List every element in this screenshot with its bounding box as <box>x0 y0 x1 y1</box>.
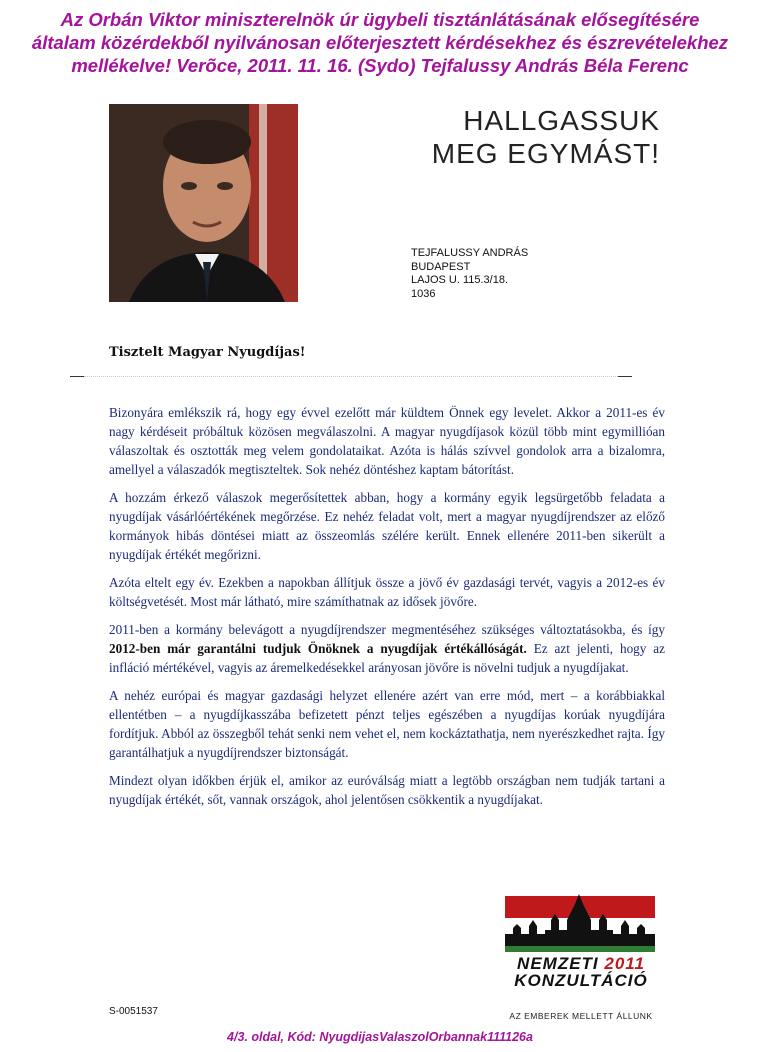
address-zip: 1036 <box>411 287 436 300</box>
paragraph-4-end: Ez azt jelenti, hogy az infláció mértékével, vagyis az áremelkedésekkel arányosan jövőre is növelni tudjuk a nyugdíjakat. <box>109 641 665 675</box>
parliament-skyline-icon <box>505 890 655 952</box>
logo-word-nemzeti: NEMZETI <box>517 954 599 973</box>
paragraph-6: Mindezt olyan időkben érjük el, amikor az euróválság miatt a legtöbb országban nem tudják tartani a nyugdíjak értékét, sőt, vannak országok, ahol jelentősen csökkentik a nyugdíjakat. <box>109 773 665 807</box>
logo-word-konzultacio: KONZULTÁCIÓ <box>514 971 648 990</box>
recipient-address <box>411 247 528 301</box>
serial-number: S-0051537 <box>109 1006 158 1017</box>
letter-body <box>109 403 665 818</box>
divider-line <box>84 376 618 377</box>
letter-greeting: Tisztelt Magyar Nyugdíjas! <box>109 345 306 360</box>
logo-year: 2011 <box>604 954 645 973</box>
paragraph-4-start: 2011-ben a kormány belevágott a nyugdíjrendszer megmentéséhez szükséges változtatásokba, és így <box>109 622 665 637</box>
page-footer-code: 4/3. oldal, Kód: NyugdijasValaszolOrbannak111126a <box>227 1030 533 1044</box>
left-dash <box>70 376 84 377</box>
address-city: BUDAPEST <box>411 260 471 273</box>
paragraph-4 <box>109 620 665 677</box>
paragraph-4-emphasis: 2012-ben már garantálni tudjuk Önöknek a nyugdíjak értékállóságát. <box>109 641 527 656</box>
paragraph-5: A nehéz európai és magyar gazdasági helyzet ellenére azért van erre mód, mert – a korábbiakkal ellentétben – a nyugdíjkasszába befizetett pénzt teljes egészében a nyugdíjas korúak nyugdíjára fordítjuk. Abból az összegből tehát senki nem vehet el, nem kockáztathatja, nem nyerészkedhet rajta. Így garantálhatjuk a nyugdíjrendszer biztonságát. <box>109 688 665 760</box>
portrait-illustration <box>109 104 298 302</box>
logo-title <box>505 955 657 989</box>
header-line-2: általam közérdekből nyilvánosan előterjesztett kérdésekhez és észrevételekhez <box>31 32 729 53</box>
campaign-slogan <box>432 104 660 170</box>
logo-tagline: AZ EMBEREK MELLETT ÁLLUNK <box>509 1011 653 1021</box>
paragraph-2: A hozzám érkező válaszok megerősítettek abban, hogy a kormány egyik legsürgetőbb feladata a nyugdíjak vásárlóértékének megőrzése. Ez nehéz feladat volt, mert a magyar nyugdíjrendszer az előző kormányok hibás döntései miatt az összeomlás szélére került. Ennek ellenére 2011-ben sikerült a nyugdíjak értékét megőrizni. <box>109 490 665 562</box>
paragraph-3: Azóta eltelt egy év. Ezekben a napokban állítjuk össze a jövő év gazdasági tervét, vagyis a 2012-es év költségvetését. Most már látható, mire számíthatnak az idősek jövőre. <box>109 575 665 609</box>
address-name: TEJFALUSSY ANDRÁS <box>411 247 529 259</box>
slogan-line-1: HALLGASSUK <box>463 105 660 136</box>
slogan-line-2: MEG EGYMÁST! <box>431 138 660 169</box>
paragraph-1: Bizonyára emlékszik rá, hogy egy évvel ezelőtt már küldtem Önnek egy levelet. Akkor a 2011-es év nagy kérdéseit próbáltuk közösen megválaszolni. A magyar nyugdíjasok közül több mint egymillióan válaszoltak és osztották meg velem gondolataikat. Azóta is hálás szívvel gondolok arra a bizalomra, amellyel a válaszadók megtiszteltek. Sok nehéz döntéshez kaptam bátorítást. <box>109 405 665 477</box>
page-header-note <box>0 8 760 77</box>
right-dash <box>618 376 632 377</box>
address-street: LAJOS U. 115.3/18. <box>411 274 509 286</box>
portrait-photo <box>109 104 298 302</box>
header-line-3: mellékelve! Verõce, 2011. 11. 16. (Sydo) Tejfalussy András Béla Ferenc <box>71 55 689 76</box>
header-line-1: Az Orbán Viktor miniszterelnök úr ügybeli tisztánlátásának elősegítésére <box>60 9 700 30</box>
